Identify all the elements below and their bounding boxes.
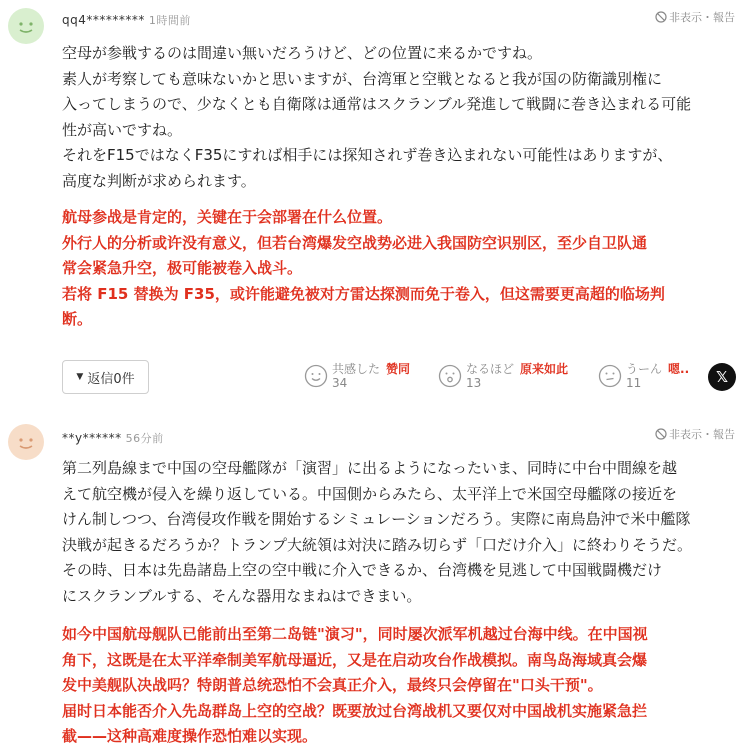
reaction-label: 共感した: [332, 362, 381, 376]
comment-line: にスクランブルする、そんな器用なまねはできまい。: [62, 586, 422, 605]
comment-line: 第二列島線まで中国の空母艦隊が「演習」に出るようになったいま、同時に中台中間線を越: [62, 459, 678, 477]
reaction-count: 11: [626, 376, 642, 390]
reaction-translation: 嗯..: [668, 362, 690, 376]
reply-button[interactable]: [62, 360, 149, 394]
thinking-icon: [598, 364, 622, 388]
avatar[interactable]: [8, 8, 44, 44]
comment-translation-chinese: [62, 205, 742, 333]
avatar-face-icon: [8, 424, 44, 460]
reaction-translation: 赞同: [386, 362, 411, 376]
translation-line: 角下，这既是在太平洋牵制美军航母逼近，又是在启动攻台作战模拟。南鸟岛海域真会爆: [62, 650, 648, 669]
username[interactable]: [62, 430, 164, 446]
timestamp: 56分前: [125, 432, 164, 445]
reaction-label: なるほど: [466, 362, 515, 376]
x-share-label[interactable]: 𝕏: [715, 368, 729, 386]
reaction-count: 13: [466, 376, 482, 390]
comment-line: けん制しつつ、台湾侵攻作戦を開始するシミュレーションだろう。実際に南鳥島沖で米中艦隊: [62, 510, 691, 528]
translation-line: 如今中国航母舰队已能前出至第二岛链"演习"，同时屡次派军机越过台海中线。在中国视: [62, 625, 648, 643]
comment-line: その時、日本は先島諸島上空の空中戦に介入できるか、台湾機を見逃して中国戦闘機だけ: [62, 561, 663, 579]
hide-report-label[interactable]: 非表示・報告: [669, 11, 735, 24]
reaction-translation: 原来如此: [520, 362, 569, 376]
reply-count[interactable]: 0件: [113, 371, 135, 387]
translation-line: 常会紧急升空，极可能被卷入战斗。: [62, 259, 303, 277]
block-icon: [655, 11, 667, 23]
comment-line: 性が高いですね。: [62, 120, 183, 139]
avatar-face-icon: [8, 8, 44, 44]
comment-line: それをF15ではなくF35にすれば相手には探知されず巻き込まれない可能性はありますが、: [62, 146, 673, 164]
reply-label[interactable]: 返信: [87, 371, 114, 387]
username-text[interactable]: **y******: [62, 431, 122, 445]
translation-line: 外行人的分析或许没有意义，但若台湾爆发空战势必进入我国防空识别区，至少自卫队通: [62, 233, 648, 252]
username-text[interactable]: qq4*********: [62, 13, 145, 27]
x-share-icon[interactable]: [708, 363, 736, 391]
reaction-label: うーん: [626, 362, 663, 376]
translation-line: 届时日本能否介入先岛群岛上空的空战？既要放过台湾战机又要仅对中国战机实施紧急拦: [62, 701, 648, 720]
block-icon: [655, 428, 667, 440]
reaction-hmm-button[interactable]: [598, 360, 698, 396]
smile-icon: [304, 364, 328, 388]
translation-line: 若将 F15 替换为 F35，或许能避免被对方雷达探测而免于卷入，但这需要更高超的临场判: [62, 284, 665, 303]
avatar[interactable]: [8, 424, 44, 460]
comment-line: 高度な判断が求められます。: [62, 171, 256, 190]
comment-translation-chinese: [62, 622, 742, 750]
comment-body-japanese: [62, 456, 737, 609]
comment-line: 素人が考察しても意味ないかと思いますが、台湾軍と空戦となると我が国の防衛識別権に: [62, 69, 663, 88]
translation-line: 发中美舰队决战吗？特朗普总统恐怕不会真正介入，最终只会停留在"口头干预"。: [62, 676, 603, 694]
username[interactable]: [62, 12, 191, 28]
reaction-understand-button[interactable]: [438, 360, 588, 396]
comment-body-japanese: [62, 41, 737, 194]
caret-down-icon: ▼: [76, 372, 84, 382]
comment-line: えて航空機が侵入を繰り返している。中国側からみたら、太平洋上で米国空母艦隊の接近を: [62, 484, 678, 503]
translation-line: 断。: [62, 310, 93, 328]
reaction-count: 34: [332, 376, 348, 390]
surprised-icon: [438, 364, 462, 388]
hide-report-link[interactable]: [655, 426, 735, 442]
reaction-agree-button[interactable]: [304, 360, 434, 396]
comment-line: 入ってしまうので、少なくとも自衛隊は通常はスクランブル発進して戦闘に巻き込まれる可能: [62, 95, 692, 113]
translation-line: 截——这种高难度操作恐怕难以实现。: [62, 727, 318, 745]
comment-line: 決戦が起きるだろうか？トランプ大統領は対決に踏み切らず「口だけ介入」に終わりそうだ。: [62, 535, 693, 554]
hide-report-label[interactable]: 非表示・報告: [669, 428, 735, 441]
hide-report-link[interactable]: [655, 9, 735, 25]
timestamp: 1時間前: [148, 14, 191, 27]
translation-line: 航母参战是肯定的，关键在于会部署在什么位置。: [62, 208, 393, 226]
comment-line: 空母が参戦するのは間違い無いだろうけど、どの位置に来るかですね。: [62, 44, 543, 62]
